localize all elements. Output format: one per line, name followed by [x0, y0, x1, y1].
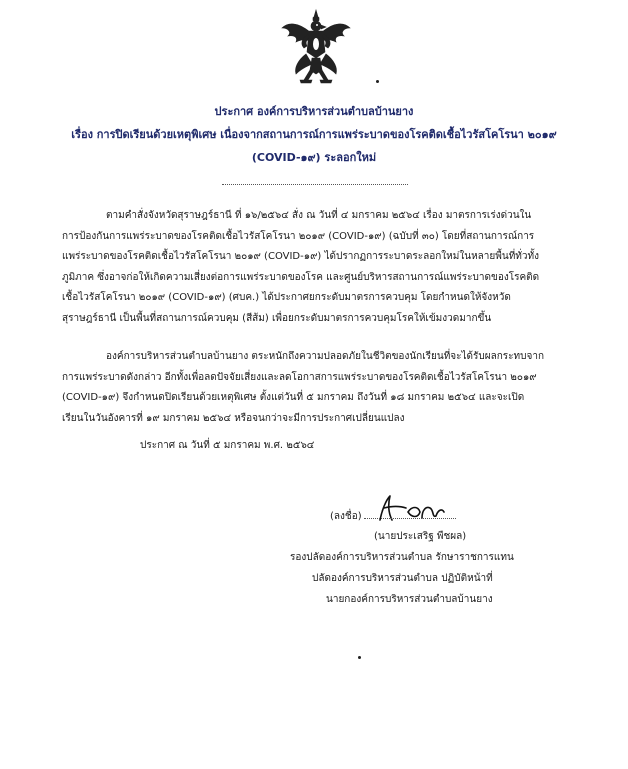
signature-dotted-line: [364, 509, 456, 519]
body-line: การป้องกันการแพร่ระบาดของโรคติดเชื้อไวรัสโคโรนา ๒๐๑๙ (COVID-๑๙) (ฉบับที่ ๓๐) โดยที่สถานการณ์การ: [62, 230, 535, 242]
signer-position-2: ปลัดองค์การบริหารส่วนตำบล ปฏิบัติหน้าที่: [312, 573, 493, 584]
garuda-emblem-icon: [280, 8, 352, 88]
sign-label: (ลงชื่อ): [330, 511, 362, 522]
dotted-divider: [222, 184, 408, 185]
signer-position-3: นายกองค์การบริหารส่วนตำบลบ้านยาง: [326, 594, 493, 605]
announcement-date: ประกาศ ณ วันที่ ๕ มกราคม พ.ศ. ๒๕๖๔: [140, 440, 315, 451]
body-paragraph-2: [62, 347, 598, 429]
scan-speck: [358, 656, 361, 659]
body-line: องค์การบริหารส่วนตำบลบ้านยาง ตระหนักถึงความปลอดภัยในชีวิตของนักเรียนที่จะได้รับผลกระทบจาก: [106, 351, 545, 362]
body-line: เรียนในวันอังคารที่ ๑๙ มกราคม ๒๕๖๔ หรือจนกว่าจะมีการประกาศเปลี่ยนแปลง: [62, 412, 405, 424]
body-line: การแพร่ระบาดดังกล่าว อีกทั้งเพื่อลดปัจจัยเสี่ยงและลดโอกาสการแพร่ระบาดของโรคติดเชื้อไวรัสโคโรนา ๒๐๑๙: [62, 371, 537, 383]
body-line: แพร่ระบาดของโรคติดเชื้อไวรัสโคโรนา ๒๐๑๙ (COVID-๑๙) ได้ปรากฏการระบาดระลอกใหม่ในหลายพื้นที่ทั่วทั้ง: [62, 251, 539, 262]
body-line: เชื้อไวรัสโคโรนา ๒๐๑๙ (COVID-๑๙) (ศบค.) ได้ประกาศยกระดับมาตรการควบคุม โดยกำหนดให้จังหวัด: [62, 292, 511, 303]
signature-line: [330, 509, 456, 524]
announcement-subject-cont: (COVID-๑๙) ระลอกใหม่: [251, 151, 377, 164]
body-line: ตามคำสั่งจังหวัดสุราษฎร์ธานี ที่ ๑๖/๒๕๖๔ สั่ง ณ วันที่ ๔ มกราคม ๒๕๖๔ เรื่อง มาตรการเร่งด่วนใน: [106, 210, 532, 221]
body-line: ภูมิภาค ซึ่งอาจก่อให้เกิดความเสี่ยงต่อการแพร่ระบาดของโรค และศูนย์บริหารสถานการณ์แพร่ระบาดของโรคติด: [62, 271, 540, 283]
scan-speck: [376, 80, 379, 83]
signer-name: (นายประเสริฐ พืชผล): [374, 531, 467, 542]
body-line: (COVID-๑๙) จึงกำหนดปิดเรียนด้วยเหตุพิเศษ ตั้งแต่วันที่ ๕ มกราคม ถึงวันที่ ๑๘ มกราคม ๒๕๖๔ และจะเปิด: [62, 392, 525, 403]
body-line: สุราษฎร์ธานี เป็นพื้นที่สถานการณ์ควบคุม (สีส้ม) เพื่อยกระดับมาตรการควบคุมโรคให้เข้มงวดมากขึ้น: [62, 312, 492, 324]
announcement-subject: เรื่อง การปิดเรียนด้วยเหตุพิเศษ เนื่องจากสถานการณ์การแพร่ระบาดของโรคติดเชื้อไวรัสโคโรนา ๒๐๑๙: [71, 128, 557, 141]
announcement-org-title: ประกาศ องค์การบริหารส่วนตำบลบ้านยาง: [214, 105, 414, 118]
body-paragraph-1: [62, 206, 598, 329]
signer-position-1: รองปลัดองค์การบริหารส่วนตำบล รักษาราชการแทน: [290, 552, 514, 563]
